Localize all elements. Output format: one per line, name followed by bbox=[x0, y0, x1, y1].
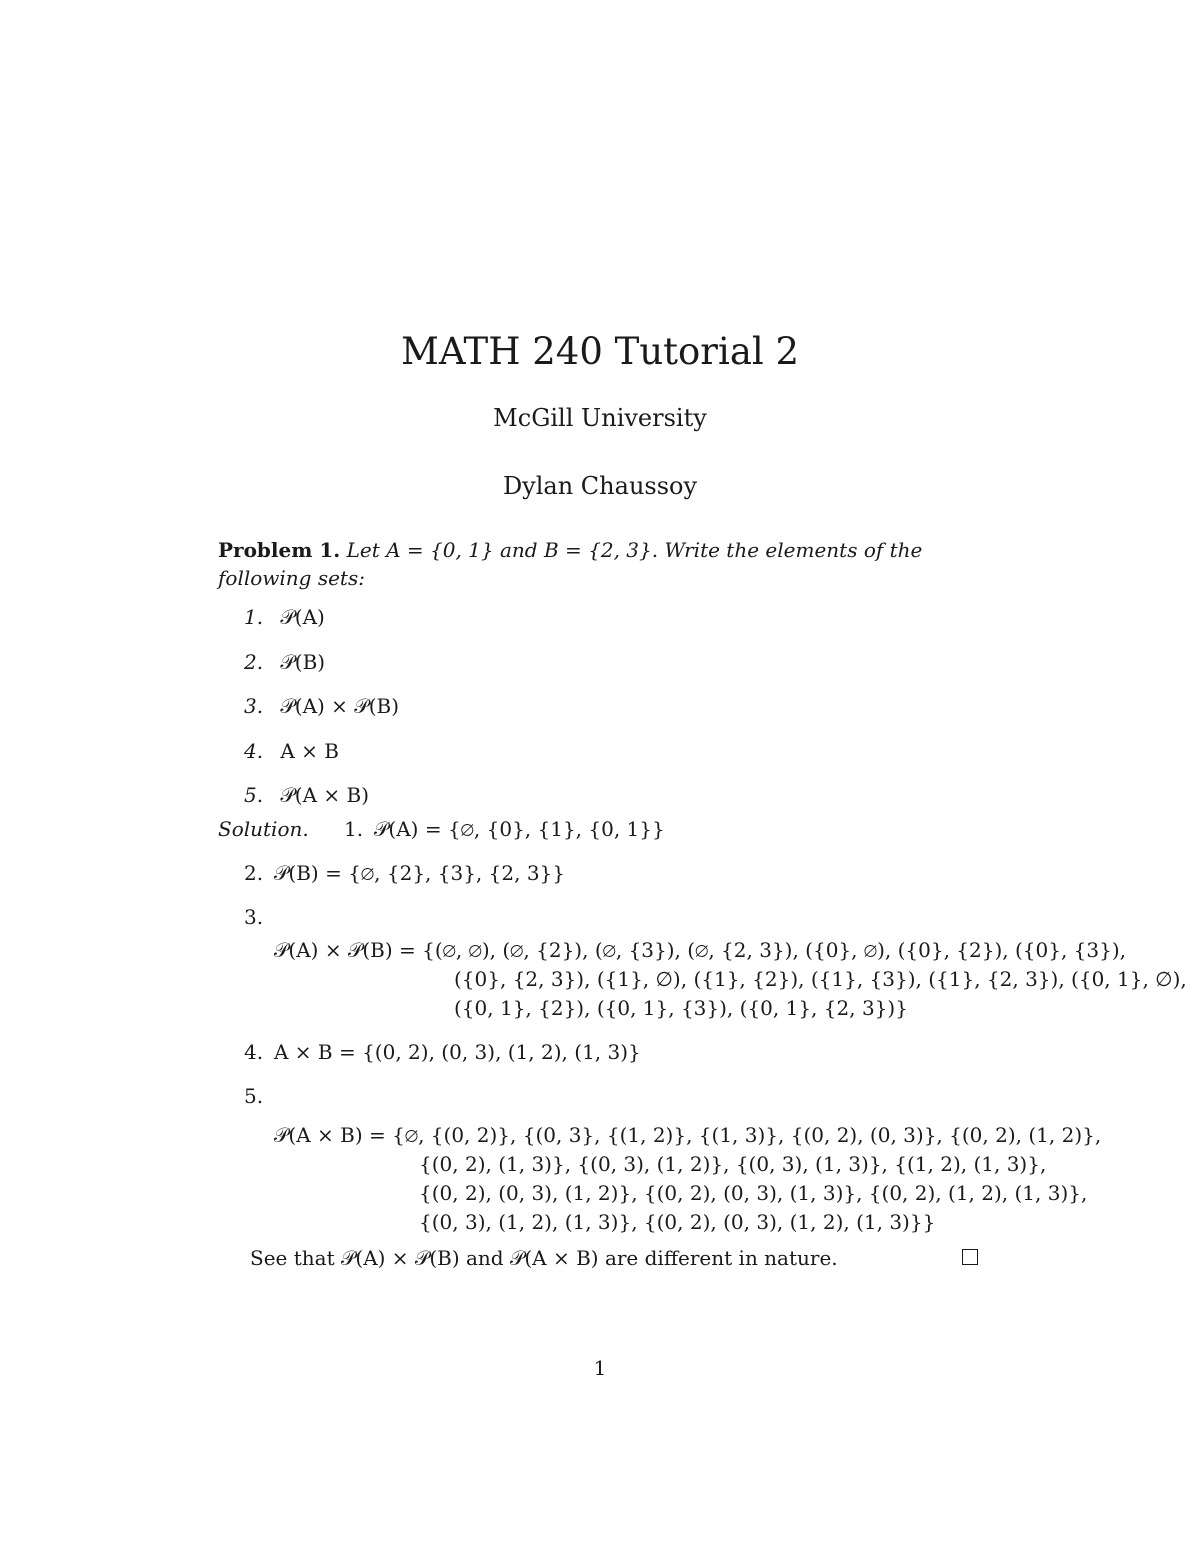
page-number: 1 bbox=[593, 1356, 607, 1380]
problem-statement bbox=[218, 536, 982, 592]
item-number: 4. bbox=[244, 738, 264, 763]
solution-label: Solution. bbox=[218, 817, 309, 841]
item-expression: 𝒫(A × B) bbox=[280, 783, 369, 807]
problem-item bbox=[244, 691, 1118, 736]
item-expression: A × B = {(0, 2), (0, 3), (1, 2), (1, 3)} bbox=[274, 1040, 641, 1064]
problem-text: Let A = {0, 1} and B = {2, 3}. Write the elements of the following sets: bbox=[218, 538, 923, 590]
item-number: 2. bbox=[244, 649, 264, 674]
institution: McGill University bbox=[493, 404, 707, 432]
item-number: 3. bbox=[244, 905, 264, 929]
author: Dylan Chaussoy bbox=[502, 472, 698, 500]
problem-item-list bbox=[244, 602, 1118, 814]
equation-line: ({0}, {2, 3}), ({1}, ∅), ({1}, {2}), ({1}, {3}), ({1}, {2, 3}), ({0, 1}, ∅), bbox=[454, 967, 1187, 991]
equation-line: 𝒫(A) × 𝒫(B) = {(∅, ∅), (∅, {2}), (∅, {3}), (∅, {2, 3}), ({0}, ∅), ({0}, {2}), ({0}, {3}), bbox=[274, 938, 1127, 962]
solution-item-5 bbox=[244, 1081, 1118, 1121]
title-block bbox=[0, 328, 1200, 501]
equation-line: ({0, 1}, {2}), ({0, 1}, {3}), ({0, 1}, {2, 3})} bbox=[454, 996, 908, 1020]
problem-item bbox=[244, 602, 1118, 647]
qed-square-icon bbox=[962, 1249, 978, 1265]
equation-line: 𝒫(A × B) = {∅, {(0, 2)}, {(0, 3}, {(1, 2)}, {(1, 3)}, {(0, 2), (0, 3)}, {(0, 2), (1, 2)}, bbox=[274, 1123, 1102, 1147]
equation-line: {(0, 3), (1, 2), (1, 3)}, {(0, 2), (0, 3), (1, 2), (1, 3)}} bbox=[419, 1210, 936, 1234]
solution-item-3 bbox=[244, 902, 1118, 936]
item-number: 1. bbox=[244, 605, 264, 629]
problem-item bbox=[244, 736, 1118, 781]
remark-text: See that 𝒫(A) × 𝒫(B) and 𝒫(A × B) are different in nature. bbox=[250, 1246, 838, 1270]
item-number: 1. bbox=[344, 817, 364, 841]
solution-5-display bbox=[274, 1121, 1118, 1237]
item-number: 3. bbox=[244, 694, 264, 718]
problem-item bbox=[244, 647, 1118, 692]
item-number: 2. bbox=[244, 861, 264, 885]
solution-item-4 bbox=[244, 1037, 1118, 1081]
item-expression: 𝒫(A) bbox=[280, 605, 325, 629]
solution-item-1 bbox=[218, 814, 1118, 858]
equation-line: {(0, 2), (0, 3), (1, 2)}, {(0, 2), (0, 3), (1, 3)}, {(0, 2), (1, 2), (1, 3)}, bbox=[419, 1181, 1088, 1205]
item-number: 5. bbox=[244, 1084, 264, 1108]
document-body bbox=[218, 536, 1187, 1273]
item-expression: 𝒫(A) × 𝒫(B) bbox=[280, 694, 400, 718]
item-number: 4. bbox=[244, 1040, 264, 1064]
solution-item-2 bbox=[244, 858, 1118, 902]
problem-label: Problem 1. bbox=[218, 538, 341, 562]
item-expression: 𝒫(B) bbox=[280, 649, 326, 674]
solution-remark bbox=[250, 1243, 978, 1273]
item-number: 5. bbox=[244, 783, 264, 807]
item-expression: 𝒫(A) = {∅, {0}, {1}, {0, 1}} bbox=[374, 817, 665, 841]
equation-line: {(0, 2), (1, 3)}, {(0, 3), (1, 2)}, {(0, 3), (1, 3)}, {(1, 2), (1, 3)}, bbox=[419, 1152, 1047, 1176]
solution-3-display bbox=[274, 936, 1187, 1023]
item-expression: A × B bbox=[280, 738, 339, 763]
problem-item bbox=[244, 780, 1118, 814]
item-expression: 𝒫(B) = {∅, {2}, {3}, {2, 3}} bbox=[274, 861, 565, 885]
document-title: MATH 240 Tutorial 2 bbox=[400, 330, 800, 373]
